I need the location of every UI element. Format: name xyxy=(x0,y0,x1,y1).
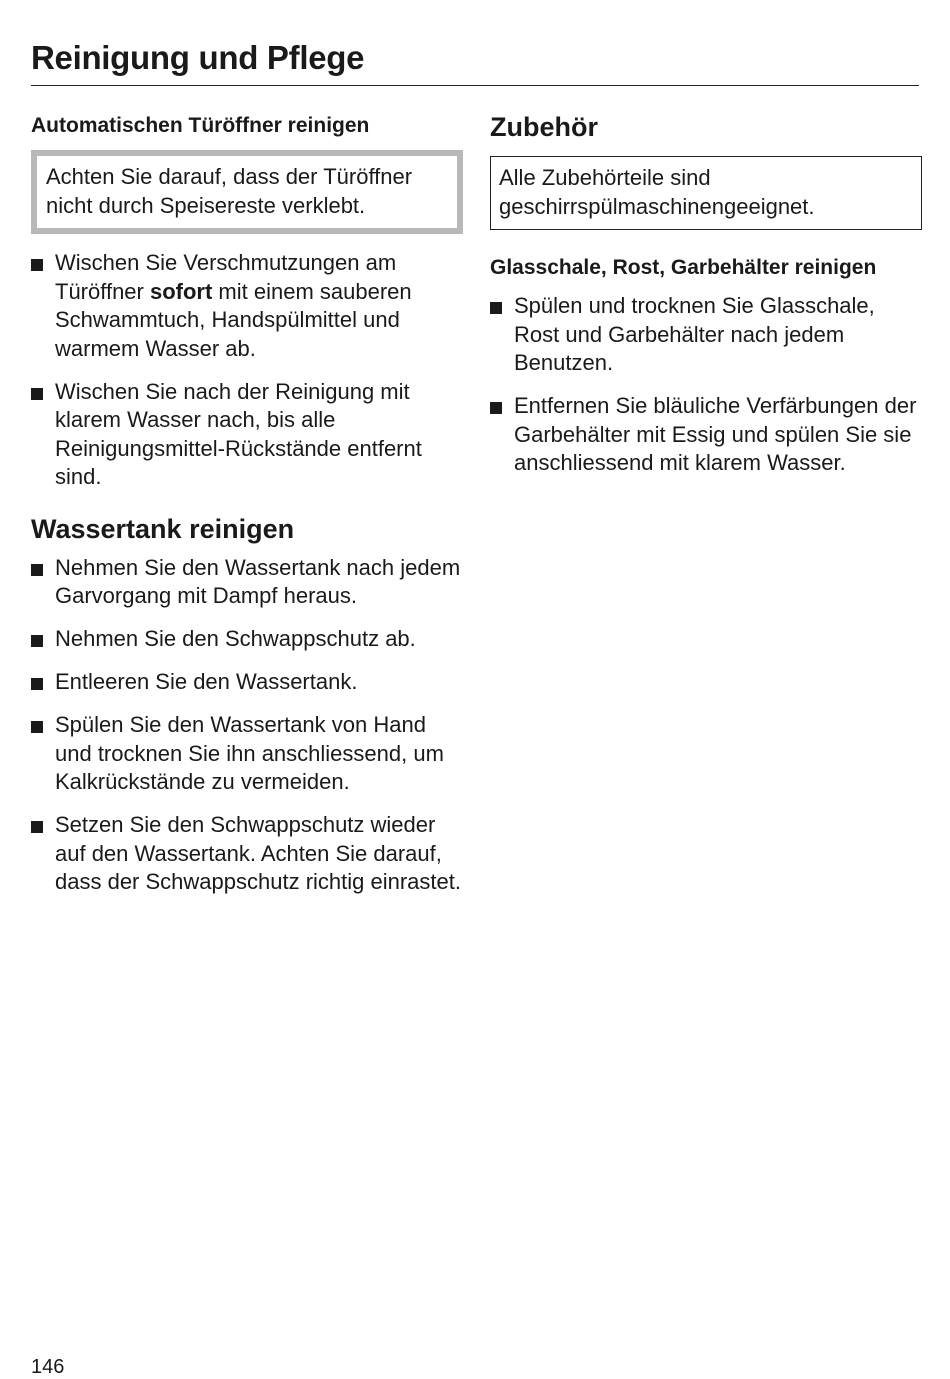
list-item xyxy=(31,668,463,697)
bullet-square-icon xyxy=(490,302,502,314)
bullet-square-icon xyxy=(31,721,43,733)
bullet-square-icon xyxy=(490,402,502,414)
title-divider xyxy=(31,85,919,86)
warning-text: Achten Sie darauf, dass der Türöffner nicht durch Speisereste verklebt. xyxy=(46,164,413,218)
list-item-text: Nehmen Sie den Schwappschutz ab. xyxy=(55,626,416,651)
info-text: Alle Zubehörteile sind geschirrspülmaschinengeeignet. xyxy=(499,165,815,219)
list-item xyxy=(31,249,463,363)
list-item-text: Wischen Sie nach der Reinigung mit klarem Wasser nach, bis alle Reinigungsmittel-Rückstände entfernt sind. xyxy=(55,378,422,489)
door-opener-list xyxy=(31,249,463,492)
list-item-text: Spülen und trocknen Sie Glasschale, Rost und Garbehälter nach jedem Benutzen. xyxy=(514,293,875,375)
page-title: Reinigung und Pflege xyxy=(31,39,365,76)
right-column xyxy=(490,108,922,492)
water-tank-heading: Wassertank reinigen xyxy=(31,513,295,544)
list-item-text: Entleeren Sie den Wassertank. xyxy=(55,669,358,694)
list-item-text: Wischen Sie Verschmutzungen am Türöffner xyxy=(55,250,397,304)
bullet-square-icon xyxy=(31,635,43,647)
list-item-text: Spülen Sie den Wassertank von Hand und trocknen Sie ihn anschliessend, um Kalkrückstände zu vermeiden. xyxy=(55,712,444,794)
bullet-square-icon xyxy=(31,388,43,400)
warning-box xyxy=(31,150,463,234)
list-item xyxy=(490,392,922,478)
list-item-text: Entfernen Sie bläuliche Verfärbungen der Garbehälter mit Essig und spülen Sie sie anschliessend mit klarem Wasser. xyxy=(514,393,917,475)
list-item-text: Setzen Sie den Schwappschutz wieder auf den Wassertank. Achten Sie darauf, dass der Schwappschutz richtig einrastet. xyxy=(55,812,461,894)
page-number: 146 xyxy=(31,1356,65,1378)
water-tank-list xyxy=(31,554,463,897)
list-item-text: Nehmen Sie den Wassertank nach jedem Garvorgang mit Dampf heraus. xyxy=(55,554,461,608)
bullet-square-icon xyxy=(31,678,43,690)
list-item xyxy=(31,378,463,492)
door-opener-heading: Automatischen Türöffner reinigen xyxy=(31,114,370,137)
list-item xyxy=(490,292,922,378)
list-item xyxy=(31,711,463,797)
list-item-text: mit einem sauberen Schwammtuch, Handspülmittel und warmem Wasser ab. xyxy=(55,278,412,361)
emphasis-text: sofort xyxy=(149,278,213,304)
bullet-square-icon xyxy=(31,821,43,833)
info-box xyxy=(490,156,922,230)
accessories-list xyxy=(490,292,922,478)
bullet-square-icon xyxy=(31,564,43,576)
list-item xyxy=(31,554,463,611)
accessories-heading: Zubehör xyxy=(490,112,598,142)
left-column xyxy=(31,108,463,911)
bullet-square-icon xyxy=(31,259,43,271)
accessories-subheading: Glasschale, Rost, Garbehälter reinigen xyxy=(490,256,877,279)
list-item xyxy=(31,625,463,654)
list-item xyxy=(31,811,463,897)
